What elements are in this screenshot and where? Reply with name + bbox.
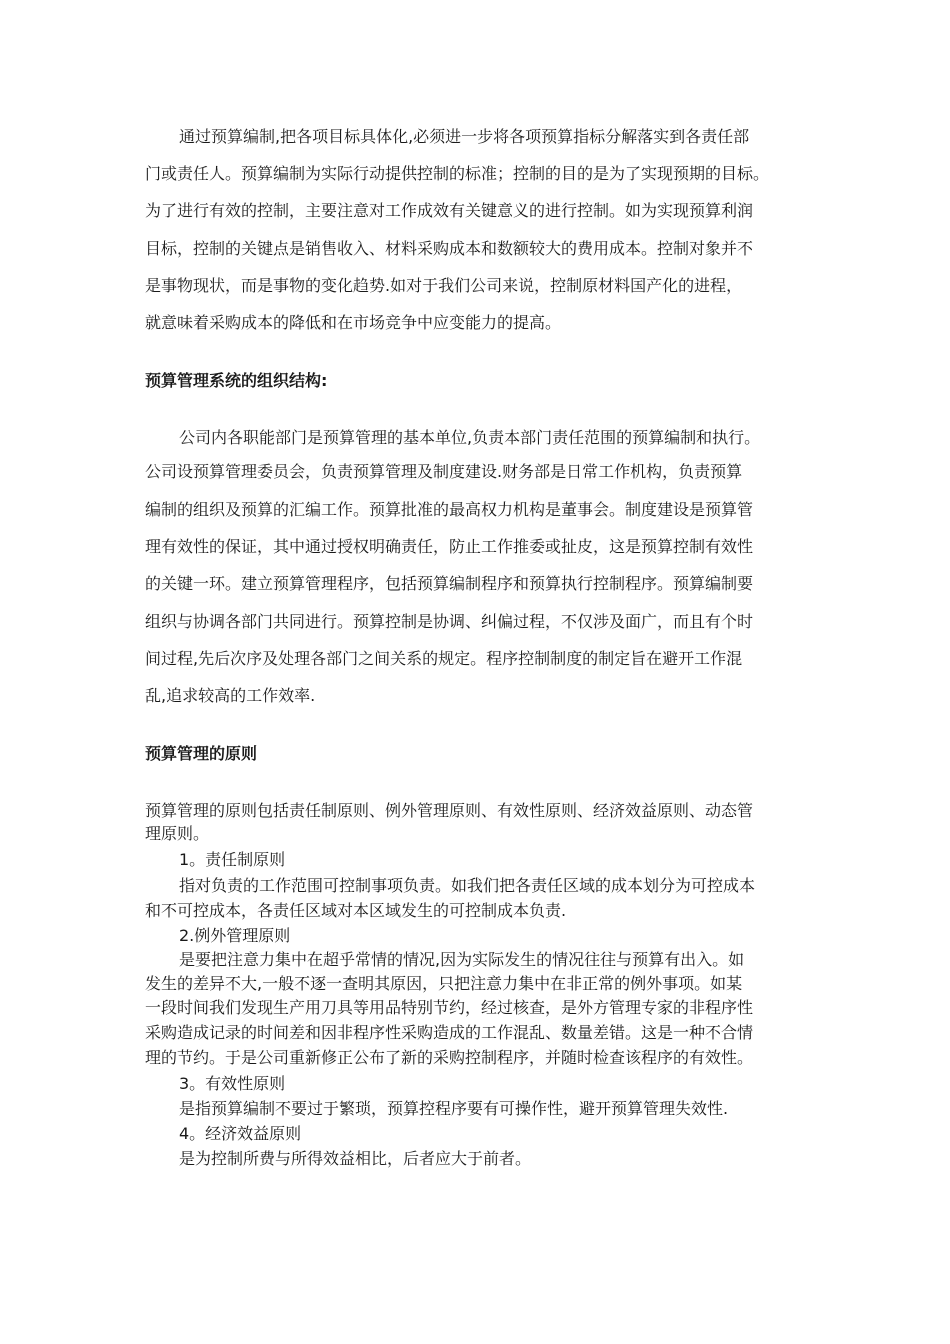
principle-2-line: 一段时间我们发现生产用刀具等用品特别节约，经过核查，是外方管理专家的非程序性 bbox=[145, 998, 754, 1017]
section-heading-principles: 预算管理的原则 bbox=[145, 744, 258, 763]
intro-line: 是事物现状，而是事物的变化趋势.如对于我们公司来说，控制原材料国产化的进程， bbox=[145, 276, 743, 295]
intro-line: 门或责任人。预算编制为实际行动提供控制的标准；控制的目的是为了实现预期的目标。 bbox=[145, 164, 770, 183]
principle-4-line: 是为控制所费与所得效益相比，后者应大于前者。 bbox=[179, 1149, 532, 1168]
principle-2-line: 采购造成记录的时间差和因非程序性采购造成的工作混乱、数量差错。这是一种不合情 bbox=[145, 1023, 754, 1042]
org-line: 理有效性的保证，其中通过授权明确责任，防止工作推委或扯皮，这是预算控制有效性 bbox=[145, 537, 754, 556]
principle-3-line: 是指预算编制不要过于繁琐，预算控程序要有可操作性，避开预算管理失效性. bbox=[179, 1099, 729, 1118]
principle-2-title: 2.例外管理原则 bbox=[179, 926, 291, 945]
principle-2-line: 发生的差异不大,一般不逐一查明其原因，只把注意力集中在非正常的例外事项。如某 bbox=[145, 974, 743, 993]
principles-intro-line: 理原则。 bbox=[145, 824, 210, 843]
org-line: 公司内各职能部门是预算管理的基本单位,负责本部门责任范围的预算编制和执行。 bbox=[179, 428, 761, 447]
principle-2-line: 是要把注意力集中在超乎常情的情况,因为实际发生的情况往往与预算有出入。如 bbox=[179, 950, 745, 969]
intro-line: 目标，控制的关键点是销售收入、材料采购成本和数额较大的费用成本。控制对象并不 bbox=[145, 239, 754, 258]
org-line: 间过程,先后次序及处理各部门之间关系的规定。程序控制制度的制定旨在避开工作混 bbox=[145, 649, 743, 668]
principles-intro-line: 预算管理的原则包括责任制原则、例外管理原则、有效性原则、经济效益原则、动态管 bbox=[145, 801, 754, 820]
intro-line: 通过预算编制,把各项目标具体化,必须进一步将各项预算指标分解落实到各责任部 bbox=[179, 127, 750, 146]
org-line: 乱,追求较高的工作效率. bbox=[145, 686, 316, 705]
principle-2-line: 理的节约。于是公司重新修正公布了新的采购控制程序，并随时检查该程序的有效性。 bbox=[145, 1048, 754, 1067]
principle-1-line: 指对负责的工作范围可控制事项负责。如我们把各责任区域的成本划分为可控成本 bbox=[179, 876, 756, 895]
org-line: 组织与协调各部门共同进行。预算控制是协调、纠偏过程，不仅涉及面广，而且有个时 bbox=[145, 612, 754, 631]
section-heading-org: 预算管理系统的组织结构: bbox=[145, 371, 328, 390]
intro-line: 为了进行有效的控制，主要注意对工作成效有关键意义的进行控制。如为实现预算利润 bbox=[145, 201, 754, 220]
principle-4-title: 4。经济效益原则 bbox=[179, 1124, 302, 1143]
org-line: 编制的组织及预算的汇编工作。预算批准的最高权力机构是董事会。制度建设是预算管 bbox=[145, 500, 754, 519]
principle-3-title: 3。有效性原则 bbox=[179, 1074, 286, 1093]
org-line: 公司设预算管理委员会，负责预算管理及制度建设.财务部是日常工作机构，负责预算 bbox=[145, 462, 743, 481]
principle-1-line: 和不可控成本，各责任区域对本区域发生的可控制成本负责. bbox=[145, 901, 567, 920]
intro-line: 就意味着采购成本的降低和在市场竞争中应变能力的提高。 bbox=[145, 313, 562, 332]
principle-1-title: 1。责任制原则 bbox=[179, 850, 286, 869]
org-line: 的关键一环。建立预算管理程序，包括预算编制程序和预算执行控制程序。预算编制要 bbox=[145, 574, 754, 593]
